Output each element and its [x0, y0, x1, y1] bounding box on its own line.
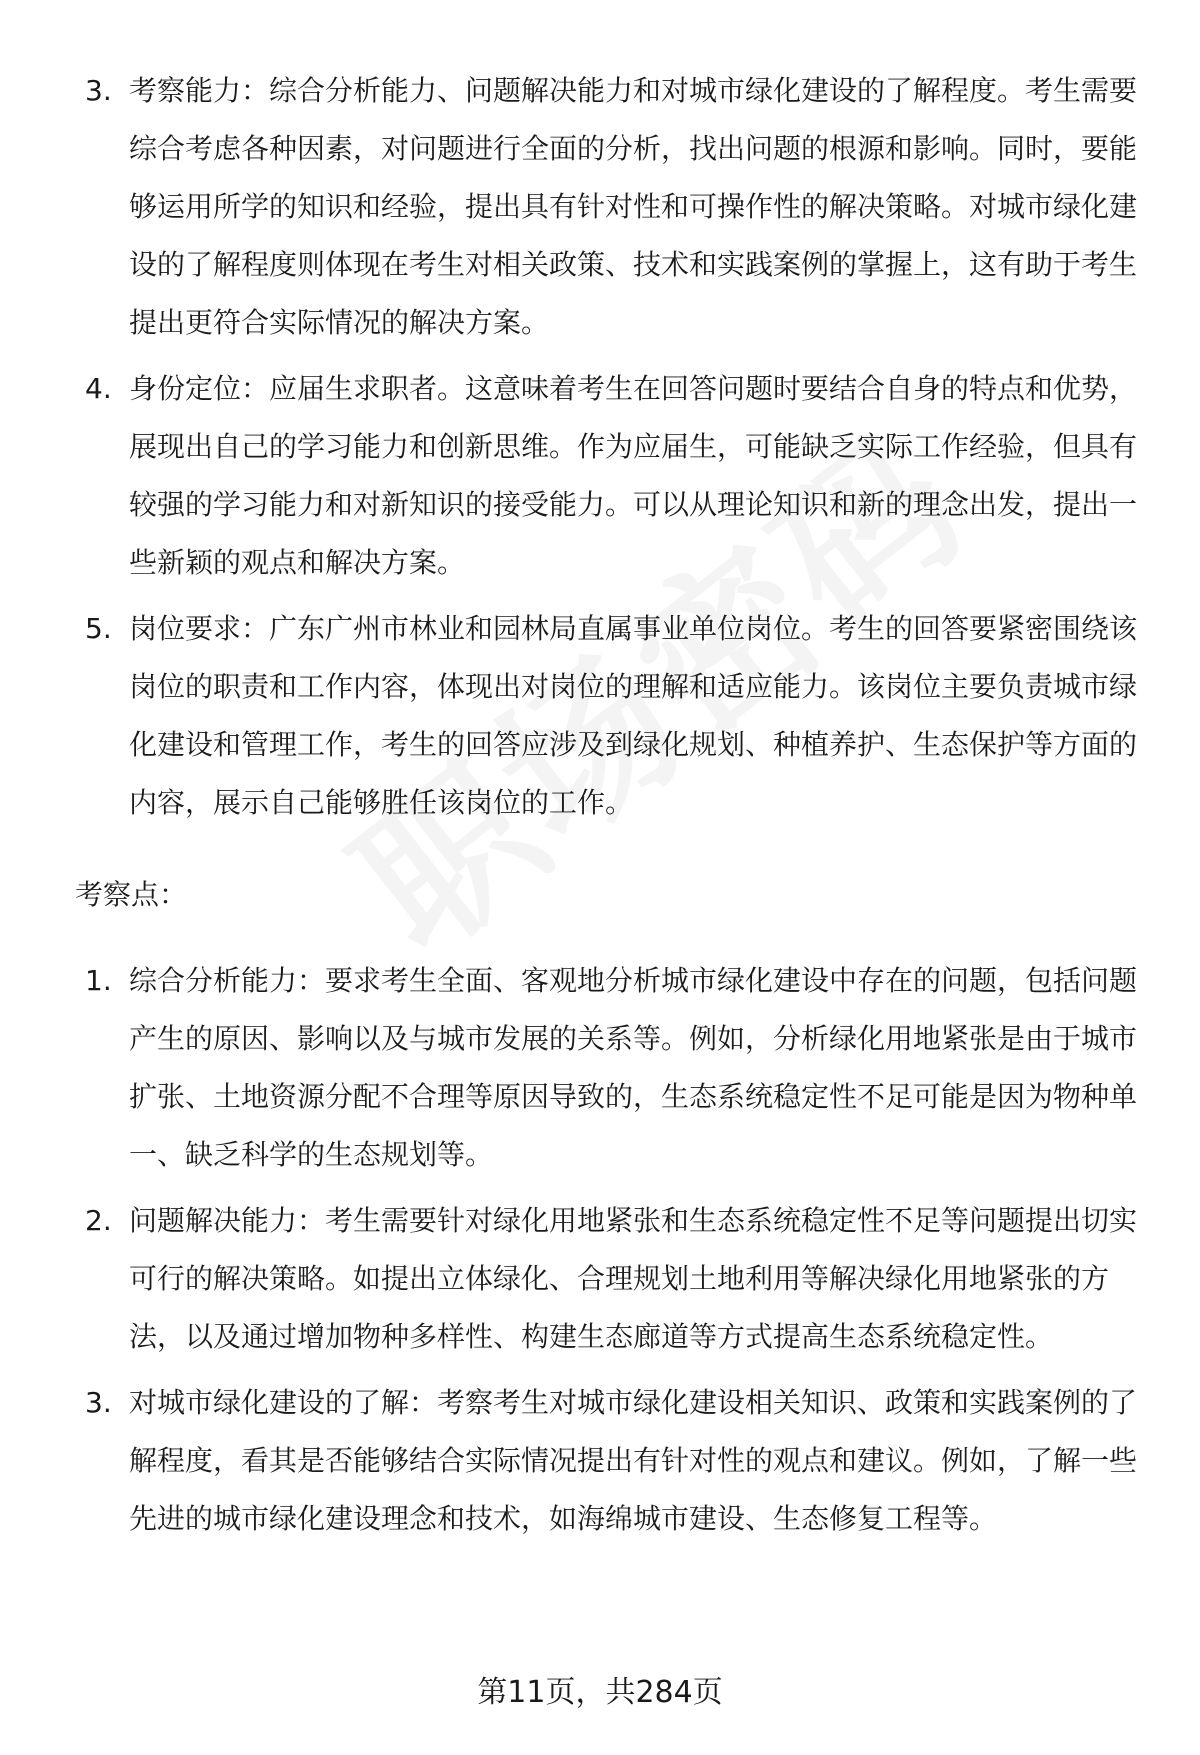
list-item	[85, 62, 1145, 352]
item-number: 1.	[85, 964, 112, 997]
item-text: 考察能力：综合分析能力、问题解决能力和对城市绿化建设的了解程度。考生需要综合考虑各种因素，对问题进行全面的分析，找出问题的根源和影响。同时，要能够运用所学的知识和经验，提出具有针对性和可操作性的解决策略。对城市绿化建设的了解程度则体现在考生对相关政策、技术和实践案例的掌握上，这有助于考生提出更符合实际情况的解决方案。	[129, 74, 1138, 339]
item-text: 问题解决能力：考生需要针对绿化用地紧张和生态系统稳定性不足等问题提出切实可行的解决策略。如提出立体绿化、合理规划土地利用等解决绿化用地紧张的方法，以及通过增加物种多样性、构建生态廊道等方式提高生态系统稳定性。	[129, 1204, 1138, 1353]
page-number-footer: 第11页，共284页	[477, 1675, 723, 1710]
list-item	[85, 952, 1145, 1184]
item-number: 3.	[85, 1386, 112, 1419]
item-text: 综合分析能力：要求考生全面、客观地分析城市绿化建设中存在的问题，包括问题产生的原因、影响以及与城市发展的关系等。例如，分析绿化用地紧张是由于城市扩张、土地资源分配不合理等原因导致的，生态系统稳定性不足可能是因为物种单一、缺乏科学的生态规划等。	[129, 964, 1138, 1171]
item-text: 对城市绿化建设的了解：考察考生对城市绿化建设相关知识、政策和实践案例的了解程度，看其是否能够结合实际情况提出有针对性的观点和建议。例如，了解一些先进的城市绿化建设理念和技术，如海绵城市建设、生态修复工程等。	[129, 1386, 1138, 1535]
list-item	[85, 360, 1145, 592]
item-text: 身份定位：应届生求职者。这意味着考生在回答问题时要结合自身的特点和优势，展现出自己的学习能力和创新思维。作为应届生，可能缺乏实际工作经验，但具有较强的学习能力和对新知识的接受能力。可以从理论知识和新的理念出发，提出一些新颖的观点和解决方案。	[129, 372, 1138, 579]
item-number: 2.	[85, 1204, 112, 1237]
list-item	[85, 1374, 1145, 1548]
item-number: 4.	[85, 372, 112, 405]
criteria-list-continued	[85, 62, 1145, 840]
item-number: 3.	[85, 74, 112, 107]
list-item	[85, 600, 1145, 832]
list-item	[85, 1192, 1145, 1366]
assessment-points-list	[85, 952, 1145, 1556]
section-heading: 考察点：	[75, 878, 188, 911]
item-number: 5.	[85, 612, 112, 645]
item-text: 岗位要求：广东广州市林业和园林局直属事业单位岗位。考生的回答要紧密围绕该岗位的职责和工作内容，体现出对岗位的理解和适应能力。该岗位主要负责城市绿化建设和管理工作，考生的回答应涉及到绿化规划、种植养护、生态保护等方面的内容，展示自己能够胜任该岗位的工作。	[129, 612, 1138, 819]
